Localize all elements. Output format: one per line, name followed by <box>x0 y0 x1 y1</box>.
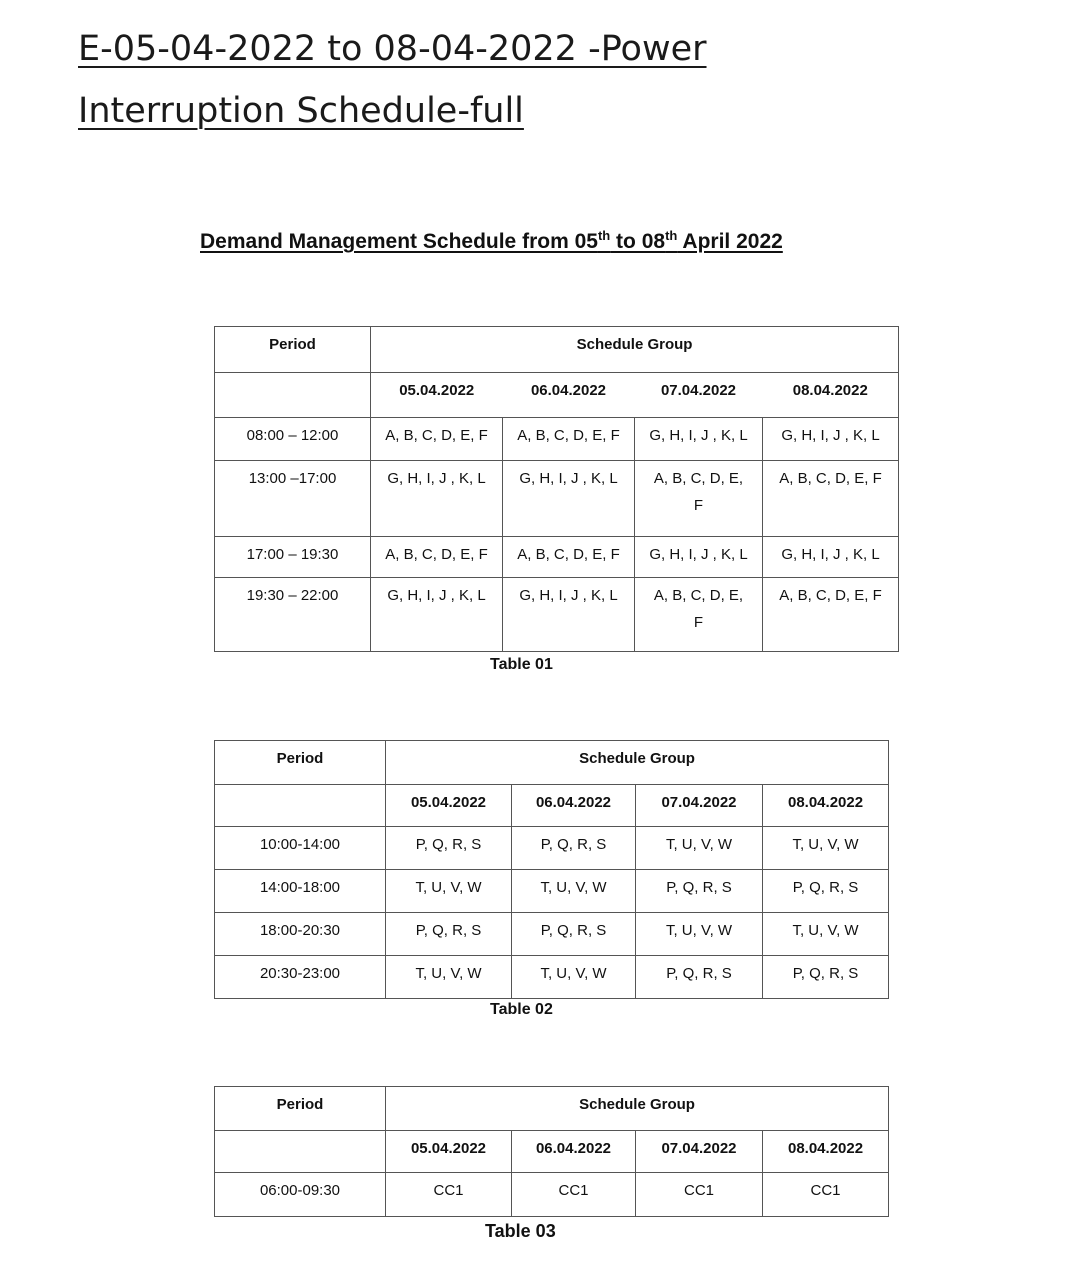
date-header: 06.04.2022 <box>512 1131 636 1173</box>
group-cell: T, U, V, W <box>386 956 512 999</box>
period-cell: 17:00 – 19:30 <box>215 537 371 578</box>
schedule-table-02 <box>214 740 889 999</box>
group-cell: T, U, V, W <box>763 913 889 956</box>
date-header: 08.04.2022 <box>763 373 899 418</box>
date-header: 07.04.2022 <box>636 1131 763 1173</box>
group-cell: G, H, I, J , K, L <box>371 578 503 652</box>
page-title-line-2[interactable]: Interruption Schedule-full <box>78 91 524 131</box>
group-cell: A, B, C, D, E, F <box>503 537 635 578</box>
group-cell: G, H, I, J , K, L <box>371 461 503 537</box>
group-cell: G, H, I, J , K, L <box>763 418 899 461</box>
page-title[interactable] <box>78 18 978 142</box>
group-cell: CC1 <box>636 1173 763 1217</box>
table-caption: Table 02 <box>490 1001 553 1018</box>
date-header: 07.04.2022 <box>635 373 763 418</box>
date-header: 06.04.2022 <box>512 785 636 827</box>
group-cell: G, H, I, J , K, L <box>503 578 635 652</box>
period-header: Period <box>215 741 386 785</box>
group-cell: A, B, C, D, E, F <box>763 461 899 537</box>
schedule-heading <box>200 230 1000 254</box>
heading-text-post: April 2022 <box>677 230 783 253</box>
group-cell: P, Q, R, S <box>763 956 889 999</box>
period-header: Period <box>215 327 371 373</box>
heading-text-pre: Demand Management Schedule from 05 <box>200 230 598 253</box>
group-cell: A, B, C, D, E, F <box>635 578 763 652</box>
group-cell: P, Q, R, S <box>636 870 763 913</box>
heading-sup-2: th <box>665 228 678 243</box>
period-cell: 06:00-09:30 <box>215 1173 386 1217</box>
period-header: Period <box>215 1087 386 1131</box>
period-cell: 14:00-18:00 <box>215 870 386 913</box>
heading-sup-1: th <box>597 228 611 243</box>
group-cell: P, Q, R, S <box>386 827 512 870</box>
date-header: 05.04.2022 <box>386 785 512 827</box>
group-cell: T, U, V, W <box>512 956 636 999</box>
group-cell: P, Q, R, S <box>763 870 889 913</box>
group-cell: P, Q, R, S <box>386 913 512 956</box>
date-header: 05.04.2022 <box>386 1131 512 1173</box>
group-cell: P, Q, R, S <box>512 913 636 956</box>
date-header: 06.04.2022 <box>503 373 635 418</box>
group-cell: T, U, V, W <box>636 913 763 956</box>
group-cell: A, B, C, D, E, F <box>371 418 503 461</box>
group-cell: CC1 <box>512 1173 636 1217</box>
table-caption: Table 01 <box>490 656 553 673</box>
group-cell: CC1 <box>386 1173 512 1217</box>
period-cell: 18:00-20:30 <box>215 913 386 956</box>
period-cell: 10:00-14:00 <box>215 827 386 870</box>
heading-text-mid: to 08 <box>610 230 666 253</box>
page-title-line-1[interactable]: E-05-04-2022 to 08-04-2022 -Power <box>78 29 707 69</box>
group-cell: CC1 <box>763 1173 889 1217</box>
date-header: 07.04.2022 <box>636 785 763 827</box>
schedule-group-header: Schedule Group <box>386 1087 889 1131</box>
period-cell: 13:00 –17:00 <box>215 461 371 537</box>
group-cell: G, H, I, J , K, L <box>503 461 635 537</box>
group-cell: A, B, C, D, E, F <box>503 418 635 461</box>
group-cell: T, U, V, W <box>512 870 636 913</box>
group-cell: T, U, V, W <box>636 827 763 870</box>
schedule-group-header: Schedule Group <box>386 741 889 785</box>
group-cell: G, H, I, J , K, L <box>763 537 899 578</box>
schedule-group-header: Schedule Group <box>371 327 899 373</box>
group-cell: T, U, V, W <box>763 827 889 870</box>
group-cell: A, B, C, D, E, F <box>763 578 899 652</box>
period-cell: 08:00 – 12:00 <box>215 418 371 461</box>
table-caption: Table 03 <box>485 1221 556 1241</box>
group-cell: A, B, C, D, E, F <box>371 537 503 578</box>
group-cell: G, H, I, J , K, L <box>635 418 763 461</box>
period-cell: 20:30-23:00 <box>215 956 386 999</box>
group-cell: P, Q, R, S <box>512 827 636 870</box>
schedule-table-03 <box>214 1086 889 1217</box>
group-cell: G, H, I, J , K, L <box>635 537 763 578</box>
date-header: 08.04.2022 <box>763 785 889 827</box>
group-cell: T, U, V, W <box>386 870 512 913</box>
date-header: 08.04.2022 <box>763 1131 889 1173</box>
period-cell: 19:30 – 22:00 <box>215 578 371 652</box>
date-header: 05.04.2022 <box>371 373 503 418</box>
schedule-table-01 <box>214 326 899 652</box>
group-cell: P, Q, R, S <box>636 956 763 999</box>
group-cell: A, B, C, D, E, F <box>635 461 763 537</box>
